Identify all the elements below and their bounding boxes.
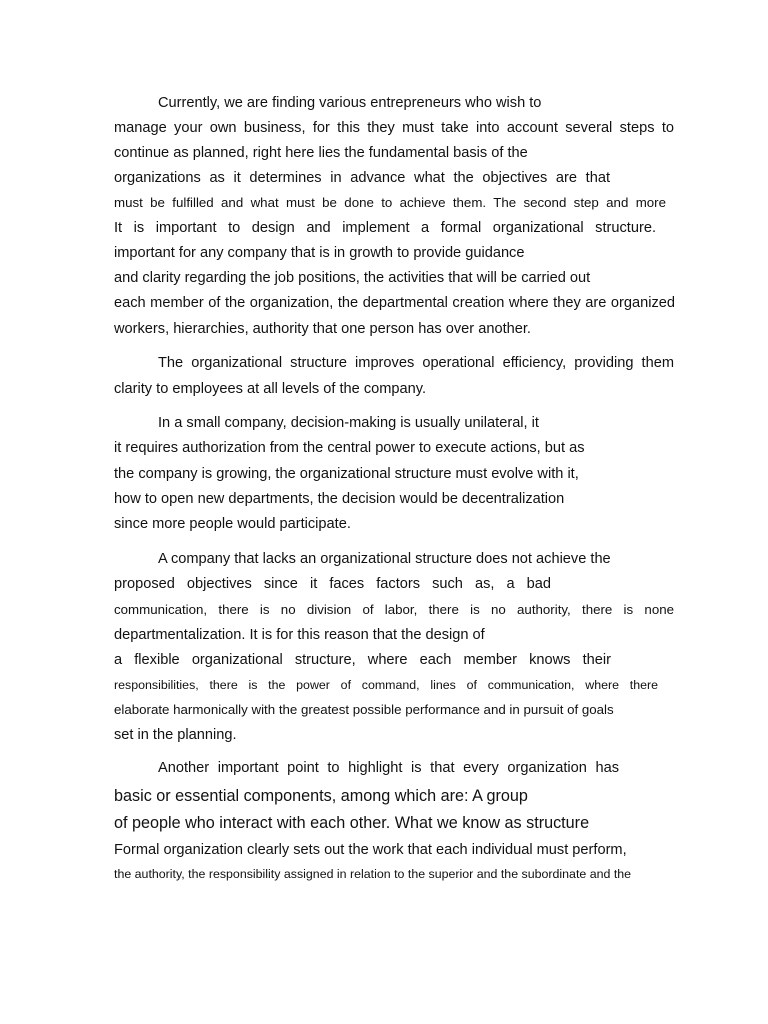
paragraph-4-line-7: elaborate harmonically with the greatest possible performance and in pursuit of goals [114, 702, 614, 717]
paragraph-4-line-2: proposed objectives since it faces factors such as, a bad [114, 576, 551, 592]
paragraph-5-line-1: Another important point to highlight is that every organization has [158, 760, 619, 776]
paragraph-5-line-2: basic or essential components, among which are: A group [114, 787, 528, 805]
paragraph-4-line-8: set in the planning. [114, 727, 237, 743]
paragraph-1-line-6: It is important to design and implement a formal organizational structure. [114, 220, 656, 236]
paragraph-1-line-10: workers, hierarchies, authority that one person has over another. [114, 321, 531, 337]
paragraph-2-line-2: clarity to employees at all levels of the company. [114, 381, 427, 397]
paragraph-1-line-1: Currently, we are finding various entrepreneurs who wish to [158, 95, 542, 111]
paragraph-3-line-3: the company is growing, the organizational structure must evolve with it, [114, 466, 579, 482]
paragraph-5-line-5: the authority, the responsibility assigned in relation to the superior and the subordinate and the [114, 867, 632, 881]
paragraph-3-line-2: it requires authorization from the central power to execute actions, but as [114, 440, 585, 456]
paragraph-1-line-7: important for any company that is in growth to provide guidance [114, 245, 525, 261]
paragraph-4-line-4: departmentalization. It is for this reason that the design of [114, 627, 485, 643]
paragraph-3-line-1: In a small company, decision-making is usually unilateral, it [158, 415, 539, 431]
paragraph-1-line-2: manage your own business, for this they must take into account several steps to [114, 120, 674, 136]
paragraph-4-line-3: communication, there is no division of labor, there is no authority, there is none [114, 602, 674, 617]
paragraph-5-line-4: Formal organization clearly sets out the work that each individual must perform, [114, 842, 627, 858]
paragraph-1-line-3: continue as planned, right here lies the fundamental basis of the [114, 145, 528, 161]
paragraph-3-line-4: how to open new departments, the decision would be decentralization [114, 491, 565, 507]
paragraph-1-line-9: each member of the organization, the departmental creation where they are organized [114, 295, 675, 311]
paragraph-4-line-1: A company that lacks an organizational structure does not achieve the [158, 551, 611, 567]
paragraph-1-line-8: and clarity regarding the job positions, the activities that will be carried out [114, 270, 591, 286]
paragraph-1-line-5: must be fulfilled and what must be done to achieve them. The second step and more [114, 195, 666, 210]
paragraph-4-line-5: a flexible organizational structure, where each member knows their [114, 652, 611, 668]
paragraph-1-line-4: organizations as it determines in advance what the objectives are that [114, 170, 610, 186]
paragraph-3-line-5: since more people would participate. [114, 516, 351, 532]
paragraph-5-line-3: of people who interact with each other. What we know as structure [114, 814, 590, 832]
paragraph-4-line-6: responsibilities, there is the power of command, lines of communication, where there [114, 678, 658, 692]
paragraph-2-line-1: The organizational structure improves operational efficiency, providing them [158, 355, 674, 371]
